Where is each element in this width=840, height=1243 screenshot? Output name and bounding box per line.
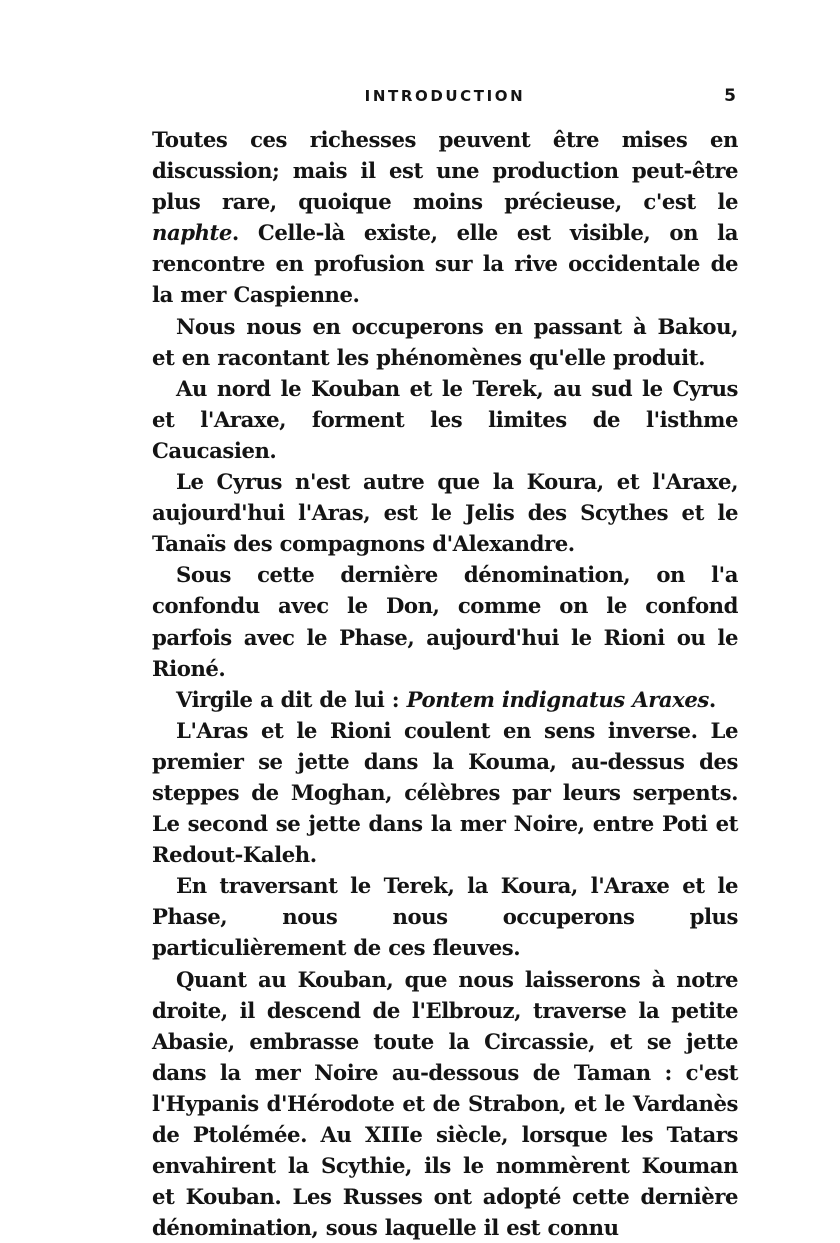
paragraph: Quant au Kouban, que nous laisserons à notre droite, il descend de l'Elbrouz, traverse la petite Abasie, embrasse toute la Circassie, et se jette dans la mer Noire au-dessous de Taman : c'est l'Hypanis d'Hérodote et de Strabon, et le Vardanès de Ptolémée. Au XIIIe siècle, lorsque les Tatars envahirent la Scythie, ils le nommèrent Kouman et Kouban. Les Russes ont adopté cette dernière dénomination, sous laquelle il est connu <box>152 966 738 1241</box>
paragraph: Au nord le Kouban et le Terek, au sud le Cyrus et l'Araxe, forment les limites de l'isthme Caucasien. <box>152 375 738 463</box>
italic-term: naphte <box>152 220 232 246</box>
paragraph: Le Cyrus n'est autre que la Koura, et l'Araxe, aujourd'hui l'Aras, est le Jelis des Scythes et le Tanaïs des compagnons d'Alexandre. <box>152 469 738 557</box>
paragraph: Virgile a dit de lui : Pontem indignatus Araxes. <box>176 686 716 712</box>
paragraph: Sous cette dernière dénomination, on l'a confondu avec le Don, comme on le confond parfois avec le Phase, aujourd'hui le Rioni ou le Rioné. <box>152 562 738 681</box>
body-text <box>152 124 738 1243</box>
latin-quotation: Pontem indignatus Araxes <box>406 686 709 712</box>
running-title: INTRODUCTION <box>364 87 526 105</box>
running-head <box>152 84 738 108</box>
paragraph: L'Aras et le Rioni coulent en sens inverse. Le premier se jette dans la Kouma, au-dessus des steppes de Moghan, célèbres par leurs serpents. Le second se jette dans la mer Noire, entre Poti et Redout-Kaleh. <box>152 717 738 868</box>
paragraph: Toutes ces richesses peuvent être mises en discussion; mais il est une production peut-être plus rare, quoique moins précieuse, c'est le naphte. Celle-là existe, elle est visible, on la rencontre en profusion sur la rive occidentale de la mer Caspienne. <box>152 127 738 308</box>
page-number: 5 <box>724 86 736 106</box>
paragraph: En traversant le Terek, la Koura, l'Araxe et le Phase, nous nous occuperons plus particulièrement de ces fleuves. <box>152 873 738 961</box>
paragraph: Nous nous en occuperons en passant à Bakou, et en racontant les phénomènes qu'elle produit. <box>152 313 738 370</box>
